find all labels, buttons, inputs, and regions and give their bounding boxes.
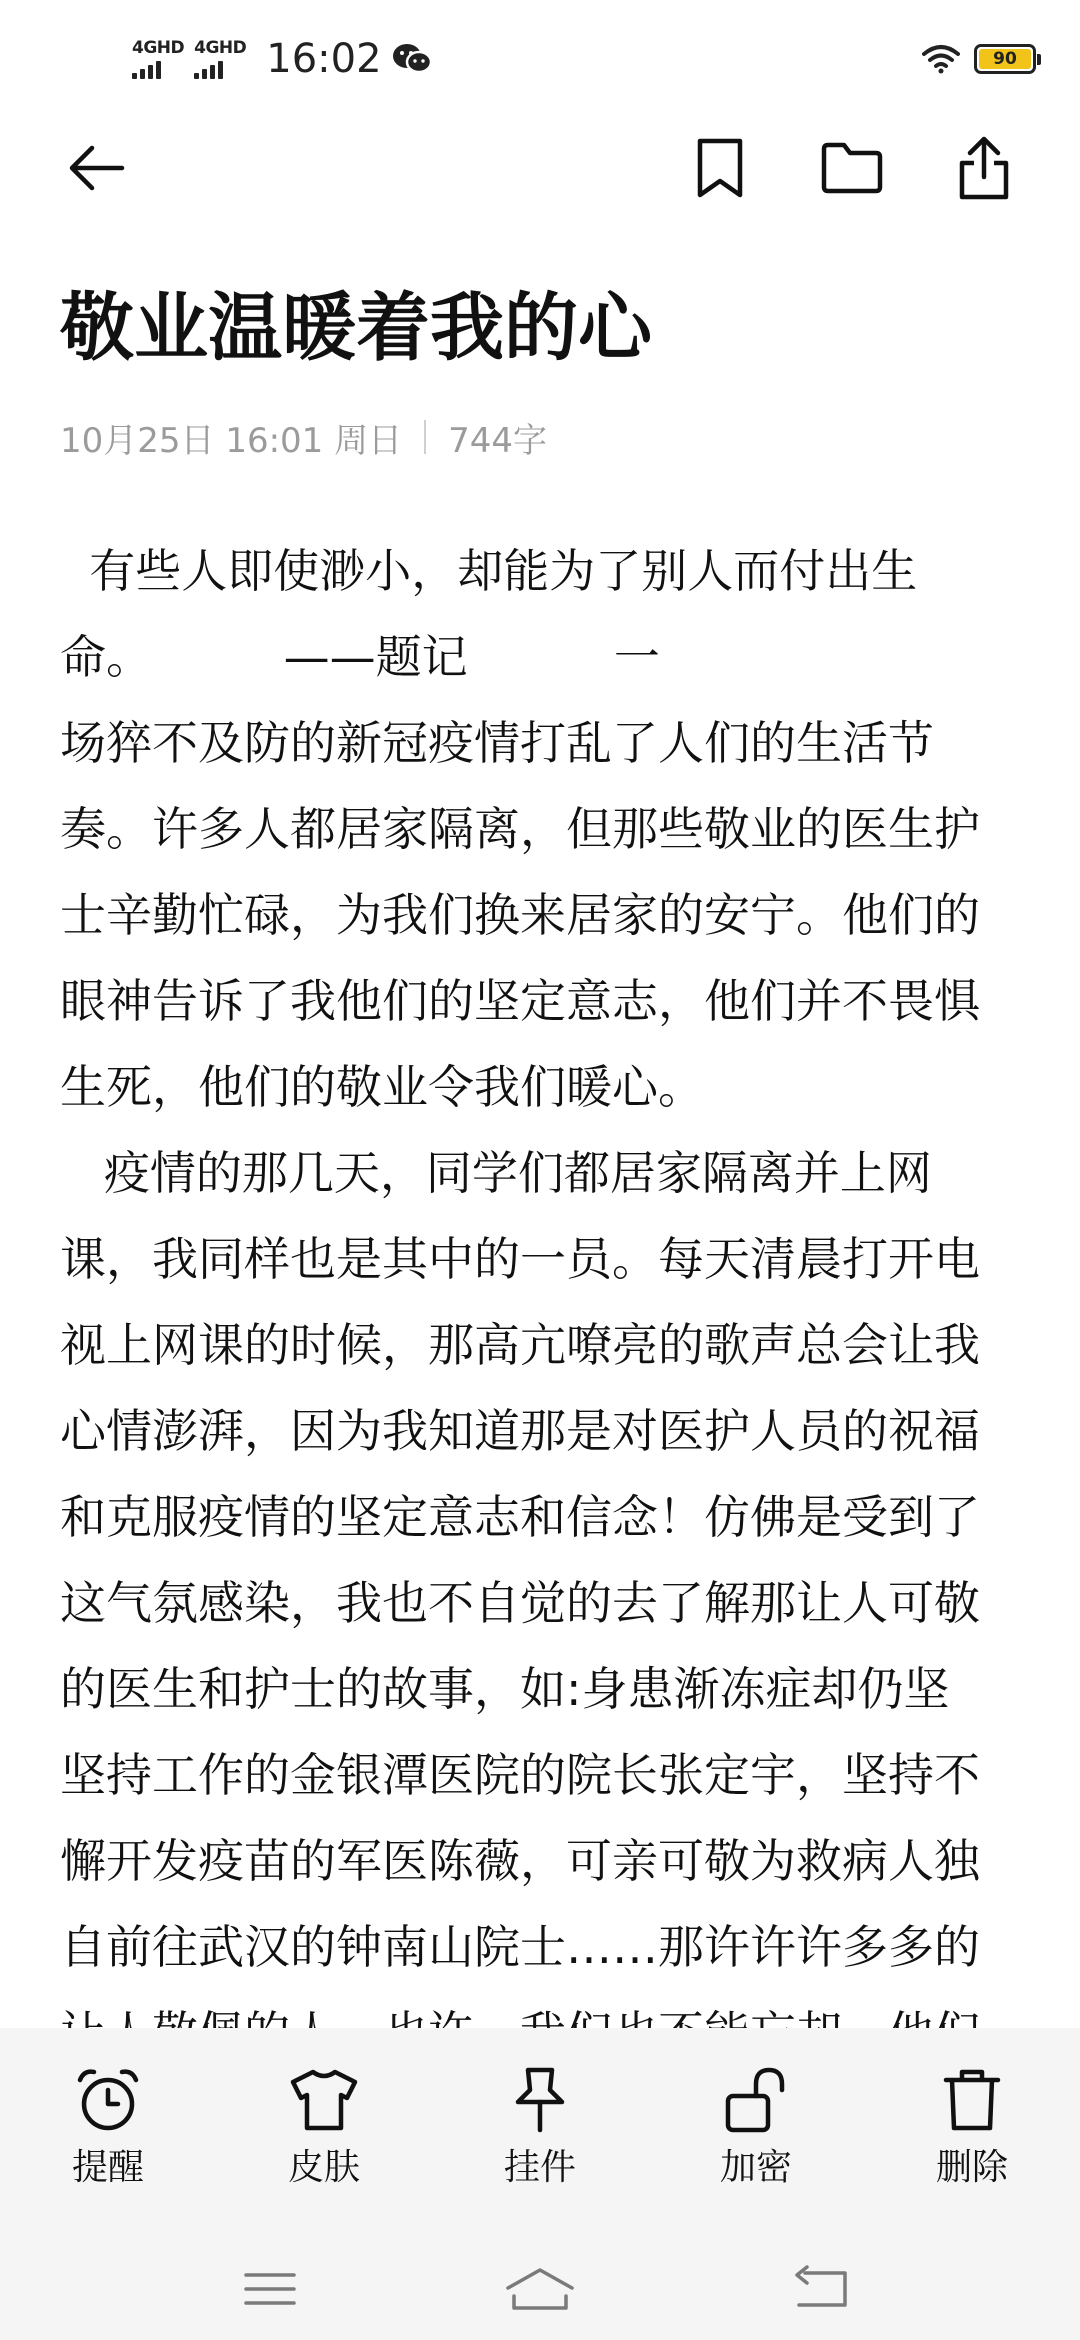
action-bar: [0, 2028, 1080, 2228]
battery-icon: [974, 44, 1036, 74]
unlock-icon: [720, 2064, 792, 2136]
battery-level: 90: [979, 49, 1031, 69]
note-line: 士辛勤忙碌，为我们换来居家的安宁。他们的: [60, 888, 980, 942]
signal-icon: [194, 37, 247, 79]
wifi-icon: [922, 44, 960, 74]
wechat-icon: [392, 42, 432, 76]
word-count: 744字: [448, 420, 548, 461]
bottom-bar: [0, 2028, 1080, 2340]
delete-button[interactable]: [902, 2064, 1042, 2214]
skin-button[interactable]: [254, 2064, 394, 2214]
bookmark-icon[interactable]: [684, 132, 756, 204]
note-title[interactable]: 敬业温暖着我的心: [60, 285, 652, 371]
signal-label: 4GHD: [132, 37, 185, 58]
remind-label: 提醒: [71, 2147, 144, 2188]
note-date: 10月25日 16:01 周日: [60, 420, 403, 461]
note-line: 和克服疫情的坚定意志和信念！仿佛是受到了: [60, 1490, 980, 1544]
note-line: 的医生和护士的故事，如:身患渐冻症却仍坚: [60, 1662, 950, 1716]
note-line: 场猝不及防的新冠疫情打乱了人们的生活节: [60, 716, 934, 770]
note-line: 课，我同样也是其中的一员。每天清晨打开电: [60, 1232, 980, 1286]
note-body[interactable]: [60, 528, 1022, 2028]
home-icon[interactable]: [490, 2254, 590, 2324]
alarm-clock-icon: [72, 2064, 144, 2136]
note-line: 懈开发疫苗的军医陈薇，可亲可敬为救病人独: [60, 1834, 980, 1888]
note-line: 这气氛感染，我也不自觉的去了解那让人可敬: [60, 1576, 980, 1630]
back-arrow-icon[interactable]: [60, 132, 132, 204]
note-line: 奏。许多人都居家隔离，但那些敬业的医生护: [60, 802, 980, 856]
signal-label: 4GHD: [194, 37, 247, 58]
top-toolbar: [0, 118, 1080, 218]
pin-icon: [504, 2064, 576, 2136]
status-time: 16:02: [266, 36, 382, 82]
note-line: 疫情的那几天，同学们都居家隔离并上网: [60, 1146, 932, 1200]
status-bar: [0, 0, 1080, 118]
note-line: 有些人即使渺小，却能为了别人而付出生: [60, 544, 918, 598]
encrypt-label: 加密: [719, 2147, 792, 2188]
note-line: 心情澎湃，因为我知道那是对医护人员的祝福: [60, 1404, 980, 1458]
system-nav-bar: [0, 2236, 1080, 2340]
note-line: 命。 ——题记 一: [60, 630, 660, 684]
skin-label: 皮肤: [287, 2147, 360, 2188]
tshirt-icon: [288, 2064, 360, 2136]
meta-divider: [424, 420, 426, 454]
trash-icon: [936, 2064, 1008, 2136]
encrypt-button[interactable]: [686, 2064, 826, 2214]
note-meta: [60, 412, 547, 462]
menu-icon[interactable]: [220, 2254, 320, 2324]
remind-button[interactable]: [38, 2064, 178, 2214]
back-icon[interactable]: [772, 2254, 872, 2324]
widget-button[interactable]: [470, 2064, 610, 2214]
widget-label: 挂件: [503, 2147, 576, 2188]
folder-icon[interactable]: [816, 132, 888, 204]
delete-label: 删除: [935, 2147, 1008, 2188]
note-line: 生死，他们的敬业令我们暖心。: [60, 1060, 704, 1114]
note-line: 视上网课的时候，那高亢嘹亮的歌声总会让我: [60, 1318, 980, 1372]
note-line: 眼神告诉了我他们的坚定意志，他们并不畏惧: [60, 974, 980, 1028]
note-line: 自前往武汉的钟南山院士……那许许许多多的: [60, 1920, 980, 1974]
share-icon[interactable]: [948, 132, 1020, 204]
signal-icon: [132, 37, 185, 79]
note-line: 坚持工作的金银潭医院的院长张定宇，坚持不: [60, 1748, 980, 1802]
